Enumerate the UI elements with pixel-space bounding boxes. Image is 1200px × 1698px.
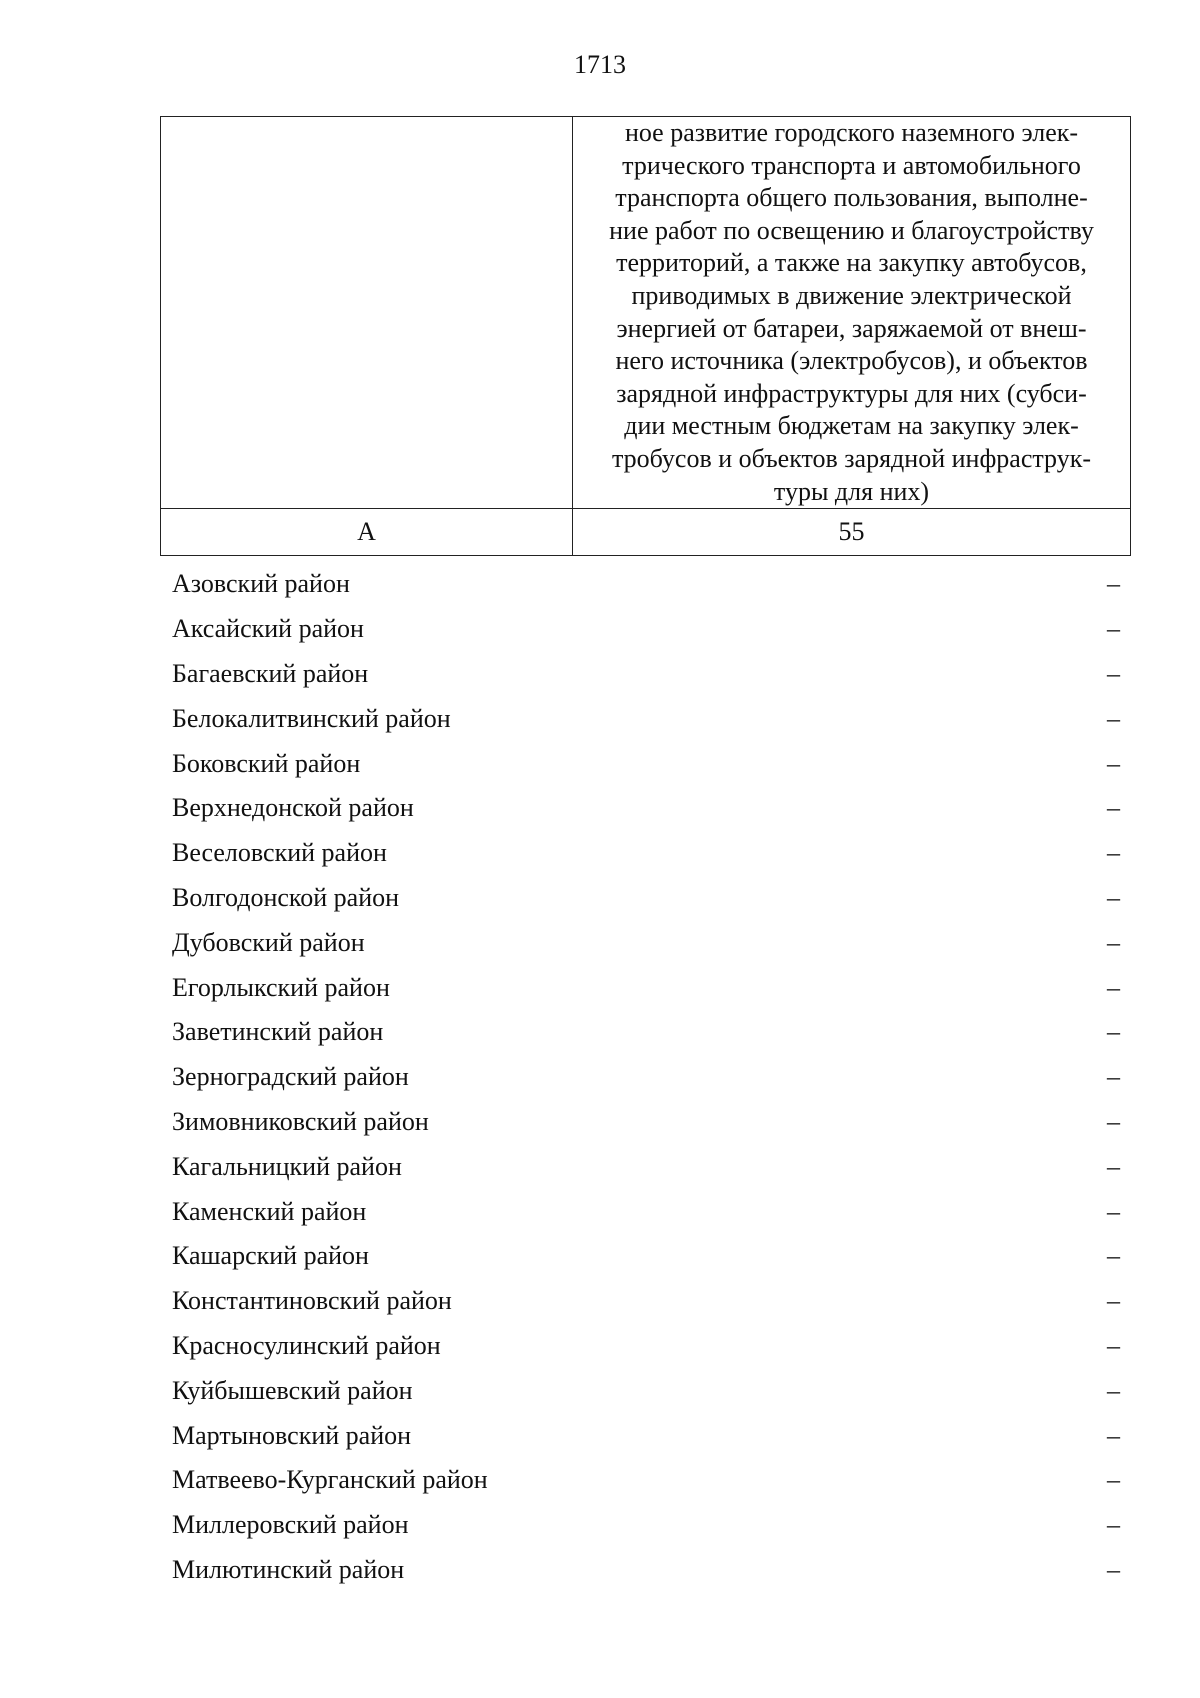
table-row — [172, 696, 1122, 741]
column-label-55: 55 — [573, 509, 1131, 556]
column-label-a: А — [161, 509, 573, 556]
header-table — [160, 116, 1131, 556]
description-line: туры для них) — [773, 476, 930, 506]
district-list — [172, 562, 1122, 1592]
district-name: Боковский район — [172, 748, 361, 778]
page-number: 1713 — [574, 50, 626, 79]
table-row — [172, 1010, 1122, 1055]
district-value: – — [1107, 838, 1120, 868]
district-value: – — [1107, 569, 1120, 599]
district-name: Матвеево-Курганский район — [172, 1465, 488, 1495]
description-line: энергией от батареи, заряжаемой от внеш- — [616, 313, 1087, 343]
description-line: трического транспорта и автомобильного — [622, 150, 1081, 180]
table-row — [172, 562, 1122, 607]
district-name: Багаевский район — [172, 658, 369, 688]
district-name: Кагальницкий район — [172, 1151, 402, 1181]
district-value: – — [1107, 1510, 1120, 1540]
district-name: Зерноградский район — [172, 1062, 409, 1092]
table-row — [172, 607, 1122, 652]
district-value: – — [1107, 1017, 1120, 1047]
district-name: Аксайский район — [172, 614, 364, 644]
description-line: ное развитие городского наземного элек- — [624, 118, 1079, 147]
district-name: Азовский район — [172, 569, 350, 599]
district-value: – — [1107, 1151, 1120, 1181]
district-value: – — [1107, 793, 1120, 823]
table-row — [172, 652, 1122, 697]
table-row — [172, 786, 1122, 831]
header-description-cell — [573, 117, 1131, 509]
district-value: – — [1107, 1241, 1120, 1271]
district-value: – — [1107, 748, 1120, 778]
table-row — [172, 831, 1122, 876]
district-name: Веселовский район — [172, 838, 387, 868]
district-value: – — [1107, 1286, 1120, 1316]
district-name: Кашарский район — [172, 1241, 369, 1271]
district-value: – — [1107, 972, 1120, 1002]
description-line: ние работ по освещению и благоустройству — [609, 215, 1094, 245]
district-value: – — [1107, 882, 1120, 912]
district-name: Мартыновский район — [172, 1420, 412, 1450]
district-value: – — [1107, 1106, 1120, 1136]
district-name: Верхнедонской район — [172, 793, 414, 823]
description-line: транспорта общего пользования, выполне- — [615, 183, 1088, 213]
table-row — [172, 1324, 1122, 1369]
district-value: – — [1107, 1420, 1120, 1450]
district-name: Милютинский район — [172, 1554, 405, 1584]
description-line: приводимых в движение электрической — [631, 280, 1072, 310]
district-value: – — [1107, 614, 1120, 644]
table-row — [172, 741, 1122, 786]
description-line: тробусов и объектов зарядной инфраструк- — [611, 443, 1091, 473]
table-row — [172, 965, 1122, 1010]
header-empty-cell — [161, 117, 573, 509]
district-name: Куйбышевский район — [172, 1375, 413, 1405]
table-row — [172, 1234, 1122, 1279]
district-value: – — [1107, 1330, 1120, 1360]
district-value: – — [1107, 1062, 1120, 1092]
district-name: Миллеровский район — [172, 1510, 409, 1540]
district-name: Дубовский район — [172, 927, 365, 957]
district-value: – — [1107, 1465, 1120, 1495]
table-row — [172, 920, 1122, 965]
description-line: зарядной инфраструктуры для них (субси- — [616, 378, 1087, 408]
district-name: Егорлыкский район — [172, 972, 390, 1002]
district-name: Белокалитвинский район — [172, 703, 451, 733]
district-name: Зимовниковский район — [172, 1106, 429, 1136]
table-row — [172, 1189, 1122, 1234]
district-value: – — [1107, 703, 1120, 733]
table-row — [172, 1279, 1122, 1324]
description-line: него источника (электробусов), и объектов — [615, 346, 1088, 376]
table-row — [172, 1055, 1122, 1100]
description-line: территорий, а также на закупку автобусов, — [616, 248, 1087, 278]
district-name: Заветинский район — [172, 1017, 384, 1047]
description-line: дии местным бюджетам на закупку элек- — [624, 411, 1079, 441]
table-row — [172, 1413, 1122, 1458]
district-value: – — [1107, 1196, 1120, 1226]
table-row — [172, 876, 1122, 921]
table-row — [172, 1548, 1122, 1593]
table-row — [172, 1503, 1122, 1548]
district-name: Волгодонской район — [172, 882, 400, 912]
district-name: Красносулинский район — [172, 1330, 441, 1360]
district-value: – — [1107, 927, 1120, 957]
table-row — [172, 1458, 1122, 1503]
header-description-row — [161, 117, 1131, 509]
district-name: Константиновский район — [172, 1286, 452, 1316]
district-value: – — [1107, 1554, 1120, 1584]
table-row — [172, 1100, 1122, 1145]
district-name: Каменский район — [172, 1196, 367, 1226]
header-label-row — [161, 509, 1131, 556]
table-row — [172, 1144, 1122, 1189]
district-value: – — [1107, 1375, 1120, 1405]
table-row — [172, 1368, 1122, 1413]
district-value: – — [1107, 658, 1120, 688]
